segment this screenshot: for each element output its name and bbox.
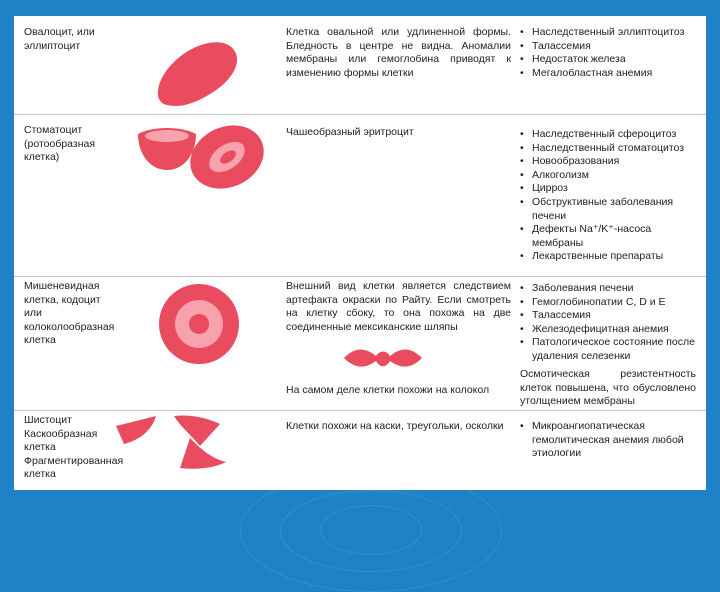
list-item: • Патологическое состояние после удаления селезенки: [520, 336, 700, 363]
schistocyte-fragment-image: [116, 416, 156, 444]
list-item: • Недостаток железа: [520, 53, 700, 67]
osmotic-resistance-note: Осмотическая резистентность клеток повышена, что обусловлено утолщением мембраны: [520, 368, 696, 408]
stomatocyte-top-image: [180, 114, 274, 200]
list-item: • Алкоголизм: [520, 169, 700, 183]
description-ovalocyte: Клетка овальной или удлиненной формы. Бледность в центре не видна. Аномалии мембраны или гемоглобина приводят к изменению формы клетки: [286, 26, 511, 79]
list-item: • Заболевания печени: [520, 282, 700, 296]
list-item: • Дефекты Na⁺/K⁺-насоса мембраны: [520, 223, 700, 250]
term-stomatocyte: Стоматоцит (ротообразная клетка): [24, 124, 96, 164]
term-schistocyte: Шистоцит Каскообразная клетка Фрагментированная клетка: [24, 414, 124, 481]
list-item: • Железодефицитная анемия: [520, 323, 700, 337]
list-item: • Новообразования: [520, 155, 700, 169]
list-item: • Мегалобластная анемия: [520, 67, 700, 81]
list-item: • Наследственный эллиптоцитоз: [520, 26, 700, 40]
list-item: • Наследственный стоматоцитоз: [520, 142, 700, 156]
list-item: • Наследственный сфероцитоз: [520, 128, 700, 142]
description-schistocyte: Клетки похожи на каски, треугольки, осколки: [286, 420, 504, 432]
list-item: • Талассемия: [520, 309, 700, 323]
description-note-bell: На самом деле клетки похожи на колокол: [286, 384, 490, 396]
list-item: • Цирроз: [520, 182, 700, 196]
list-item: • Талассемия: [520, 40, 700, 54]
bell-cell-side-image: [344, 350, 422, 367]
list-item: • Лекарственные препараты: [520, 250, 700, 264]
document-page: [14, 16, 706, 490]
schistocyte-fragment-image: [174, 415, 220, 446]
list-item: • Обструктивные заболевания печени: [520, 196, 700, 223]
description-stomatocyte: Чашеобразный эритроцит: [286, 126, 414, 138]
ovalocyte-image: [158, 42, 237, 106]
stomatocyte-cup-image: [138, 128, 196, 170]
cell-illustrations: [14, 16, 706, 490]
target-cell-image: [159, 284, 239, 364]
list-item: • Гемоглобинопатии C, D и E: [520, 296, 700, 310]
description-target-cell: Внешний вид клетки является следствием артефакта окраски по Райту. Если смотреть на клетку сбоку, то она похожа на две соединенные мексиканские шляпы: [286, 280, 511, 333]
term-target-cell: Мишеневидная клетка, кодоцит или колоколообразная клетка: [24, 280, 115, 347]
term-ovalocyte: Овалоцит, или эллиптоцит: [24, 26, 95, 52]
list-item: • Микроангиопатическая гемолитическая анемия любой этиологии: [520, 420, 700, 461]
